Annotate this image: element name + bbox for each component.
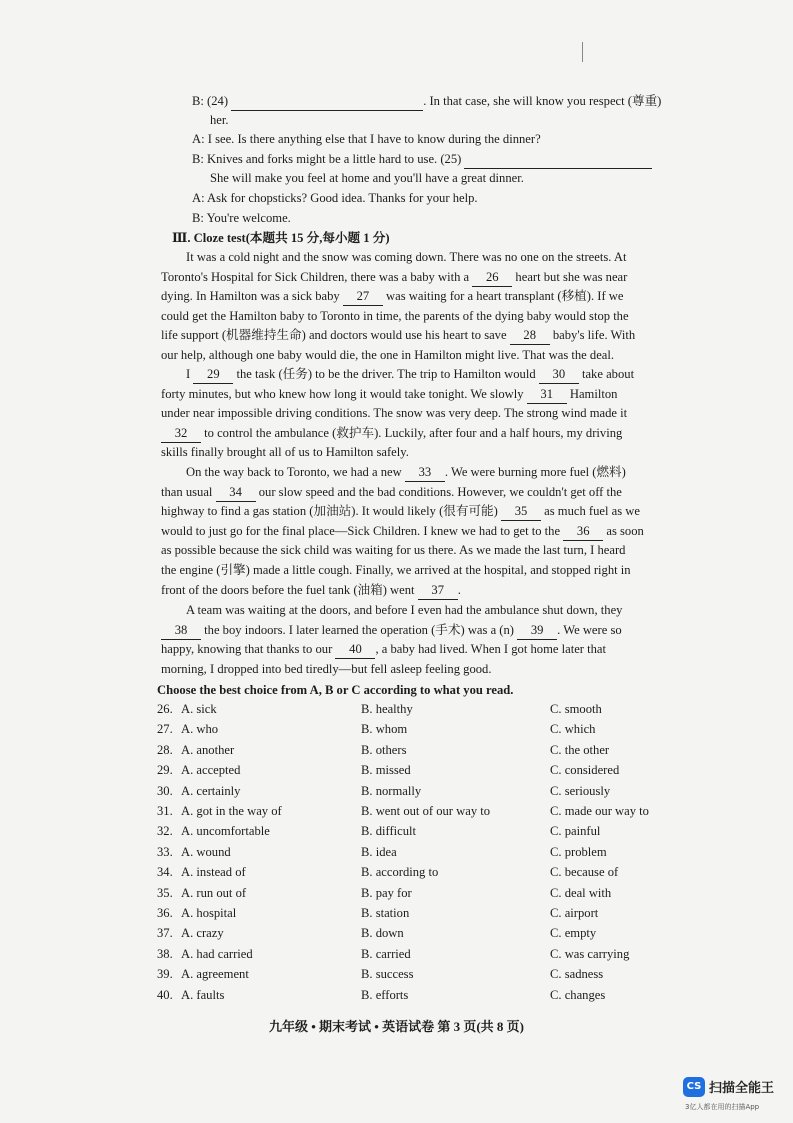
option-c: C. changes: [550, 987, 606, 1002]
question-number: 31.: [157, 804, 173, 818]
passage-text: as much fuel as we: [540, 504, 640, 519]
passage-line: [161, 483, 718, 502]
dialogue-b24-cont: her.: [210, 113, 229, 127]
passage-text: A team was waiting at the doors, and before I even had the ambulance shut down, they: [186, 603, 623, 617]
passage-text: the boy indoors. I later learned the operation (手术) was a (n): [201, 622, 518, 637]
dialogue-b25: [192, 150, 652, 169]
passage-line: [161, 346, 718, 364]
scanner-watermark: [683, 1075, 793, 1120]
passage-line: [161, 385, 718, 404]
passage-text: Toronto's Hospital for Sick Children, there was a baby with a: [161, 269, 473, 284]
option-a: A. faults: [181, 987, 225, 1002]
option-a: A. sick: [181, 702, 217, 716]
option-b: B. normally: [361, 783, 422, 798]
blank-34: 34: [216, 483, 256, 502]
option-c: C. was carrying: [550, 946, 630, 961]
passage-text: highway to find a gas station (加油站). It would likely (很有可能): [161, 504, 501, 519]
passage-text: the engine (引擎) made a little cough. Finally, we arrived at the hospital, and stopped right in: [161, 563, 631, 577]
option-c: C. the other: [550, 742, 610, 757]
option-b: B. success: [361, 967, 414, 982]
passage-line: [161, 326, 718, 345]
dialogue-a1: A: I see. Is there anything else that I have to know during the dinner?: [192, 132, 541, 146]
option-b: B. went out of our way to: [361, 804, 491, 818]
passage-line: [161, 660, 718, 678]
option-a: A. uncomfortable: [181, 824, 270, 839]
passage-text: heart but she was near: [512, 269, 628, 284]
section-numeral: Ⅲ: [172, 231, 188, 245]
question-number: 35.: [157, 885, 173, 900]
scan-mark: [582, 42, 583, 62]
passage-line: [161, 621, 718, 640]
option-b: B. healthy: [361, 702, 413, 716]
passage-text: On the way back to Toronto, we had a new: [186, 465, 405, 479]
blank-38: 38: [161, 621, 201, 640]
option-b: B. carried: [361, 946, 411, 961]
passage-line: [161, 541, 718, 559]
passage-text: as possible because the sick child was waiting for us there. As we made the last turn, I heard: [161, 543, 626, 558]
blank-27: 27: [343, 287, 383, 306]
option-c: C. empty: [550, 926, 597, 941]
blank-37: 37: [418, 581, 458, 600]
option-a: A. got in the way of: [181, 804, 282, 818]
option-a: A. crazy: [181, 926, 224, 941]
passage-text: life support (机器维持生命) and doctors would use his heart to save: [161, 328, 510, 343]
passage-text: Hamilton: [566, 386, 618, 401]
option-a: A. hospital: [181, 906, 237, 920]
passage-line: [186, 463, 718, 482]
blank-36: 36: [563, 522, 603, 541]
scanner-logo-icon: CS: [683, 1077, 705, 1097]
option-b: B. missed: [361, 763, 411, 778]
blank-28: 28: [510, 326, 550, 345]
option-c: C. made our way to: [550, 804, 649, 818]
blank-31: 31: [527, 385, 567, 404]
option-c: C. which: [550, 722, 596, 737]
passage-text: . We were burning more fuel (燃料): [444, 465, 626, 479]
option-a: A. instead of: [181, 865, 246, 880]
passage-text: our slow speed and the bad conditions. However, we couldn't get off the: [255, 484, 622, 499]
option-row: [157, 964, 717, 984]
question-number: 40.: [157, 987, 173, 1002]
passage-text: dying. In Hamilton was a sick baby: [161, 289, 343, 304]
passage-line: [161, 502, 718, 521]
passage-line: [161, 404, 718, 422]
passage-line: [161, 424, 718, 443]
option-c: C. smooth: [550, 702, 602, 716]
option-a: A. accepted: [181, 763, 241, 778]
passage-text: skills finally brought all of us to Hamilton safely.: [161, 445, 409, 460]
blank-39: 39: [517, 621, 557, 640]
option-row: [157, 801, 717, 821]
b24-prefix: B: (24): [192, 94, 229, 108]
option-a: A. who: [181, 722, 219, 737]
question-number: 29.: [157, 763, 173, 778]
passage-text: happy, knowing that thanks to our: [161, 642, 336, 657]
passage-line: [161, 287, 718, 306]
passage-text: could get the Hamilton baby to Toronto in time, the parents of the dying baby would stop the: [161, 308, 629, 323]
passage-text: the task (任务) to be the driver. The trip to Hamilton would: [233, 367, 539, 381]
blank-29: 29: [193, 365, 233, 384]
option-a: A. certainly: [181, 783, 241, 798]
section-title-text: . Cloze test(本题共 15 分,每小题 1 分): [187, 231, 390, 245]
scanner-tagline: 3亿人都在用的扫描App: [685, 1103, 760, 1111]
passage-text: than usual: [161, 484, 216, 499]
option-row: [157, 740, 717, 760]
passage-text: as soon: [603, 523, 644, 538]
b25-prefix: B: Knives and forks might be a little hard to use. (25): [192, 152, 462, 166]
question-number: 33.: [157, 844, 173, 859]
answer-blank-25: [464, 150, 652, 169]
instruction: Choose the best choice from A, B or C according to what you read.: [157, 683, 514, 697]
answer-blank-24: [231, 92, 423, 111]
option-c: C. deal with: [550, 885, 612, 900]
option-a: A. had carried: [181, 946, 253, 961]
option-b: B. idea: [361, 844, 397, 859]
passage-text: It was a cold night and the snow was coming down. There was no one on the streets. At: [186, 250, 627, 264]
question-number: 32.: [157, 824, 173, 839]
option-row: [157, 760, 717, 780]
option-row: [157, 883, 717, 903]
option-row: [157, 719, 717, 739]
passage-text: . We were so: [557, 622, 622, 637]
option-a: A. agreement: [181, 967, 249, 982]
option-row: [157, 699, 717, 719]
question-number: 38.: [157, 946, 173, 961]
question-number: 39.: [157, 967, 173, 982]
passage-text: .: [457, 582, 461, 597]
option-b: B. whom: [361, 722, 408, 737]
passage-text: forty minutes, but who knew how long it would take tonight. We slowly: [161, 386, 527, 401]
passage-line: [186, 365, 718, 384]
passage-line: [161, 307, 718, 325]
passage-line: [161, 640, 718, 659]
passage-line: [161, 561, 718, 579]
passage-text: I: [186, 367, 194, 381]
passage-line: [161, 522, 718, 541]
option-c: C. because of: [550, 865, 619, 880]
passage-line: [161, 443, 718, 461]
passage-text: baby's life. With: [549, 328, 636, 343]
option-row: [157, 903, 717, 923]
passage-text: front of the doors before the fuel tank (油箱) went: [161, 582, 418, 597]
question-number: 26.: [157, 702, 173, 716]
blank-30: 30: [539, 365, 579, 384]
option-row: [157, 985, 717, 1005]
question-number: 28.: [157, 742, 173, 757]
option-row: [157, 862, 717, 882]
dialogue-a2: A: Ask for chopsticks? Good idea. Thanks for your help.: [192, 191, 478, 205]
blank-26: 26: [472, 268, 512, 287]
option-b: B. according to: [361, 865, 439, 880]
question-number: 34.: [157, 865, 173, 880]
option-row: [157, 923, 717, 943]
passage-text: our help, although one baby would die, the one in Hamilton might live. That was the deal.: [161, 348, 615, 362]
page-footer: 九年级 • 期末考试 • 英语试卷 第 3 页(共 8 页): [268, 1019, 524, 1034]
option-b: B. pay for: [361, 885, 412, 900]
question-number: 37.: [157, 926, 173, 941]
option-row: [157, 821, 717, 841]
passage-line: [161, 268, 718, 287]
scanner-name: 扫描全能王: [709, 1081, 775, 1096]
blank-32: 32: [161, 424, 201, 443]
passage-text: would to just go for the final place—Sick Children. I knew we had to get to the: [161, 523, 564, 538]
option-c: C. considered: [550, 763, 620, 778]
question-number: 27.: [157, 722, 173, 737]
passage-text: to control the ambulance (救护车). Luckily, after four and a half hours, my driving: [201, 425, 623, 440]
option-row: [157, 944, 717, 964]
option-a: A. another: [181, 742, 235, 757]
passage-text: , a baby had lived. When I got home later that: [375, 642, 607, 657]
option-row: [157, 842, 717, 862]
question-number: 30.: [157, 783, 173, 798]
option-row: [157, 781, 717, 801]
option-b: B. efforts: [361, 987, 409, 1002]
dialogue-b25-cont: She will make you feel at home and you'll have a great dinner.: [210, 171, 524, 185]
blank-40: 40: [335, 640, 375, 659]
blank-35: 35: [501, 502, 541, 521]
passage-line: [186, 601, 718, 619]
option-b: B. difficult: [361, 824, 417, 839]
question-number: 36.: [157, 906, 173, 920]
option-c: C. painful: [550, 824, 601, 839]
option-c: C. sadness: [550, 967, 604, 982]
passage-text: under near impossible driving conditions. The snow was very deep. The strong wind made it: [161, 406, 628, 421]
option-c: C. seriously: [550, 783, 611, 798]
b24-suffix: . In that case, she will know you respect (尊重): [423, 94, 662, 108]
passage-text: morning, I dropped into bed tiredly—but fell asleep feeling good.: [161, 661, 492, 676]
section-title: [172, 229, 390, 247]
option-c: C. problem: [550, 844, 607, 859]
option-c: C. airport: [550, 906, 599, 920]
blank-33: 33: [405, 463, 445, 482]
option-b: B. down: [361, 926, 404, 941]
passage-line: [186, 248, 718, 266]
passage-text: was waiting for a heart transplant (移植). If we: [382, 289, 624, 304]
option-a: A. wound: [181, 844, 231, 859]
option-a: A. run out of: [181, 885, 247, 900]
dialogue-b3: B: You're welcome.: [192, 211, 291, 225]
option-b: B. others: [361, 742, 407, 757]
passage-line: [161, 581, 718, 600]
dialogue-b24: [192, 92, 661, 111]
option-b: B. station: [361, 906, 410, 920]
passage-text: take about: [578, 367, 635, 381]
